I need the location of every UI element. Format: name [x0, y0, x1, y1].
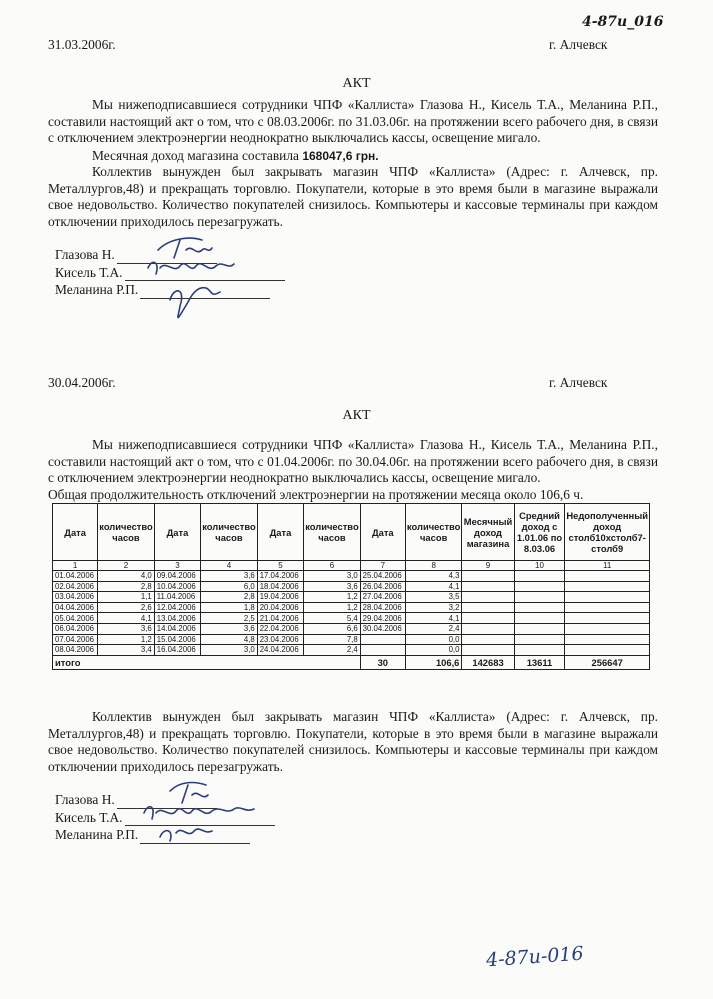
act2-date: 30.04.2006г. — [48, 375, 116, 390]
act1-date: 31.03.2006г. — [48, 37, 116, 52]
header-cell: количество часов — [304, 504, 360, 561]
table-row — [53, 602, 650, 613]
date-cell: 17.04.2006 — [257, 571, 303, 582]
hours-cell: 3,4 — [98, 645, 154, 656]
act2-signer-2: Кисель Т.А. — [55, 809, 275, 827]
date-cell: 08.04.2006 — [53, 645, 98, 656]
date-cell: 21.04.2006 — [257, 613, 303, 624]
date-cell: 02.04.2006 — [53, 581, 98, 592]
header-cell: Дата — [360, 504, 405, 561]
empty-cell — [514, 592, 565, 603]
act1-income-value: 168047,6 грн. — [302, 149, 379, 163]
hours-cell: 1,2 — [98, 634, 154, 645]
empty-cell — [514, 623, 565, 634]
hours-cell: 2,4 — [405, 623, 461, 634]
hours-cell: 0,0 — [405, 634, 461, 645]
act2-signer-1: Глазова Н. — [55, 791, 275, 809]
table-row — [53, 613, 650, 624]
empty-cell — [514, 571, 565, 582]
header-cell: Дата — [53, 504, 98, 561]
date-cell: 26.04.2006 — [360, 581, 405, 592]
table-row — [53, 571, 650, 582]
act1-income — [92, 148, 379, 164]
date-cell: 09.04.2006 — [154, 571, 200, 582]
header-cell: Месячный доход магазина — [462, 504, 514, 561]
hours-cell: 3,5 — [405, 592, 461, 603]
hours-cell: 2,8 — [201, 592, 257, 603]
date-cell: 13.04.2006 — [154, 613, 200, 624]
act1-paragraph-2: Коллектив вынужден был закрывать магазин ЧПФ «Каллиста» (Адрес: г. Алчевск, пр. Металлургов,48) и прекращать торговлю. Покупатели, которые в это время были в магазине выражали свое недовольство. Количество покупателей снизилось. Компьютеры и кассовые терминалы при каждом отключении приходилось перезагружать. — [48, 164, 658, 229]
act2-title: АКТ — [342, 408, 371, 423]
empty-cell — [462, 613, 514, 624]
act1-paragraph-1: Мы нижеподписавшиеся сотрудники ЧПФ «Каллиста» Глазова Н., Кисель Т.А., Меланина Р.П., составили настоящий акт о том, что с 08.03.2006г. по 31.03.06г. на протяжении всего рабочего дня, в связи с отключением электроэнергии неоднократно выключались кассы, освещение мигало. — [48, 97, 658, 146]
date-cell: 18.04.2006 — [257, 581, 303, 592]
hours-cell: 5,4 — [304, 613, 360, 624]
date-cell: 27.04.2006 — [360, 592, 405, 603]
hours-cell: 1,2 — [304, 602, 360, 613]
hours-cell: 3,0 — [304, 571, 360, 582]
date-cell: 11.04.2006 — [154, 592, 200, 603]
date-cell: 22.04.2006 — [257, 623, 303, 634]
hours-cell: 4,1 — [98, 613, 154, 624]
total-income: 142683 — [462, 655, 514, 669]
empty-cell — [514, 634, 565, 645]
act2-paragraph-1: Мы нижеподписавшиеся сотрудники ЧПФ «Каллиста» Глазова Н., Кисель Т.А., Меланина Р.П., составили настоящий акт о том, что с 01.04.2006г. по 30.04.06г. на протяжении всего рабочего дня, в связи с отключением электроэнергии неоднократно выключались кассы, освещение мигало. — [48, 437, 658, 486]
date-cell: 01.04.2006 — [53, 571, 98, 582]
total-days: 30 — [360, 655, 405, 669]
date-cell: 12.04.2006 — [154, 602, 200, 613]
act1-income-label: Месячная доход магазина составила — [92, 148, 299, 163]
document-reference: 4-87и_016 — [582, 14, 664, 30]
hours-cell: 4,3 — [405, 571, 461, 582]
header-cell: количество часов — [405, 504, 461, 561]
empty-cell — [462, 623, 514, 634]
date-cell — [360, 634, 405, 645]
date-cell: 24.04.2006 — [257, 645, 303, 656]
empty-cell — [514, 602, 565, 613]
hours-cell: 7,8 — [304, 634, 360, 645]
date-cell: 05.04.2006 — [53, 613, 98, 624]
empty-cell — [565, 623, 650, 634]
hours-cell: 2,8 — [98, 581, 154, 592]
hours-cell: 3,6 — [304, 581, 360, 592]
total-hours: 106,6 — [405, 655, 461, 669]
hours-cell: 4,1 — [405, 613, 461, 624]
hours-cell: 4,8 — [201, 634, 257, 645]
hours-cell: 3,6 — [201, 623, 257, 634]
empty-cell — [565, 592, 650, 603]
total-lost: 256647 — [565, 655, 650, 669]
total-average: 13611 — [514, 655, 565, 669]
act1-signer-2: Кисель Т.А. — [55, 264, 285, 282]
table-row — [53, 581, 650, 592]
empty-cell — [565, 645, 650, 656]
table-header-row — [53, 504, 650, 561]
empty-cell — [514, 581, 565, 592]
empty-cell — [514, 645, 565, 656]
hours-cell: 1,2 — [304, 592, 360, 603]
header-cell: количество часов — [201, 504, 257, 561]
empty-cell — [462, 602, 514, 613]
empty-cell — [565, 634, 650, 645]
hours-cell: 6,6 — [304, 623, 360, 634]
act1-signer-1: Глазова Н. — [55, 246, 285, 264]
hours-cell: 3,2 — [405, 602, 461, 613]
outage-table — [52, 503, 650, 670]
header-cell: Дата — [154, 504, 200, 561]
date-cell: 20.04.2006 — [257, 602, 303, 613]
date-cell: 25.04.2006 — [360, 571, 405, 582]
hours-cell: 1,1 — [98, 592, 154, 603]
header-cell: количество часов — [98, 504, 154, 561]
hours-cell: 3,0 — [201, 645, 257, 656]
date-cell: 29.04.2006 — [360, 613, 405, 624]
table-row — [53, 645, 650, 656]
date-cell: 03.04.2006 — [53, 592, 98, 603]
table-row — [53, 592, 650, 603]
total-label: итого — [53, 655, 361, 669]
hours-cell: 1,8 — [201, 602, 257, 613]
header-cell: Дата — [257, 504, 303, 561]
empty-cell — [462, 592, 514, 603]
act2-city: г. Алчевск — [549, 375, 608, 390]
act2-paragraph-1b: Общая продолжительность отключений электроэнергии на протяжении месяца около 106,6 ч. — [48, 487, 584, 502]
hours-cell: 2,4 — [304, 645, 360, 656]
table-total-row — [53, 655, 650, 669]
act2-signer-3: Меланина Р.П. — [55, 826, 275, 844]
date-cell: 15.04.2006 — [154, 634, 200, 645]
date-cell: 14.04.2006 — [154, 623, 200, 634]
date-cell: 23.04.2006 — [257, 634, 303, 645]
hours-cell: 0,0 — [405, 645, 461, 656]
table-row — [53, 634, 650, 645]
date-cell: 06.04.2006 — [53, 623, 98, 634]
header-cell: Недополученный доход столб10хстолб7-столб9 — [565, 504, 650, 561]
hours-cell: 4,1 — [405, 581, 461, 592]
hours-cell: 2,5 — [201, 613, 257, 624]
act1-signature-marks — [130, 228, 280, 328]
act1-title: АКТ — [342, 76, 371, 91]
date-cell: 07.04.2006 — [53, 634, 98, 645]
empty-cell — [565, 613, 650, 624]
table-row — [53, 623, 650, 634]
date-cell: 10.04.2006 — [154, 581, 200, 592]
hours-cell: 2,6 — [98, 602, 154, 613]
empty-cell — [462, 634, 514, 645]
act1-city: г. Алчевск — [549, 37, 608, 52]
empty-cell — [462, 571, 514, 582]
hours-cell: 6,0 — [201, 581, 257, 592]
empty-cell — [514, 613, 565, 624]
date-cell: 16.04.2006 — [154, 645, 200, 656]
act2-signature-marks — [130, 775, 280, 850]
empty-cell — [462, 581, 514, 592]
hours-cell: 3,6 — [201, 571, 257, 582]
header-cell: Средний доход с 1.01.06 по 8.03.06 — [514, 504, 565, 561]
act1-signer-3: Меланина Р.П. — [55, 281, 285, 299]
date-cell: 04.04.2006 — [53, 602, 98, 613]
date-cell: 30.04.2006 — [360, 623, 405, 634]
table-column-numbers: 1 2 3 4 5 6 7 8 9 10 11 — [53, 561, 650, 571]
date-cell: 28.04.2006 — [360, 602, 405, 613]
date-cell: 19.04.2006 — [257, 592, 303, 603]
handwritten-reference: 4-87и-016 — [485, 942, 585, 972]
act2-paragraph-2: Коллектив вынужден был закрывать магазин ЧПФ «Каллиста» (Адрес: г. Алчевск, пр. Металлургов,48) и прекращать торговлю. Покупатели, которые в это время были в магазине выражали свое недовольство. Количество покупателей снизилось. Компьютеры и кассовые терминалы при каждом отключении приходилось перезагружать. — [48, 709, 658, 774]
empty-cell — [462, 645, 514, 656]
hours-cell: 3,6 — [98, 623, 154, 634]
date-cell — [360, 645, 405, 656]
empty-cell — [565, 571, 650, 582]
empty-cell — [565, 602, 650, 613]
empty-cell — [565, 581, 650, 592]
hours-cell: 4,0 — [98, 571, 154, 582]
